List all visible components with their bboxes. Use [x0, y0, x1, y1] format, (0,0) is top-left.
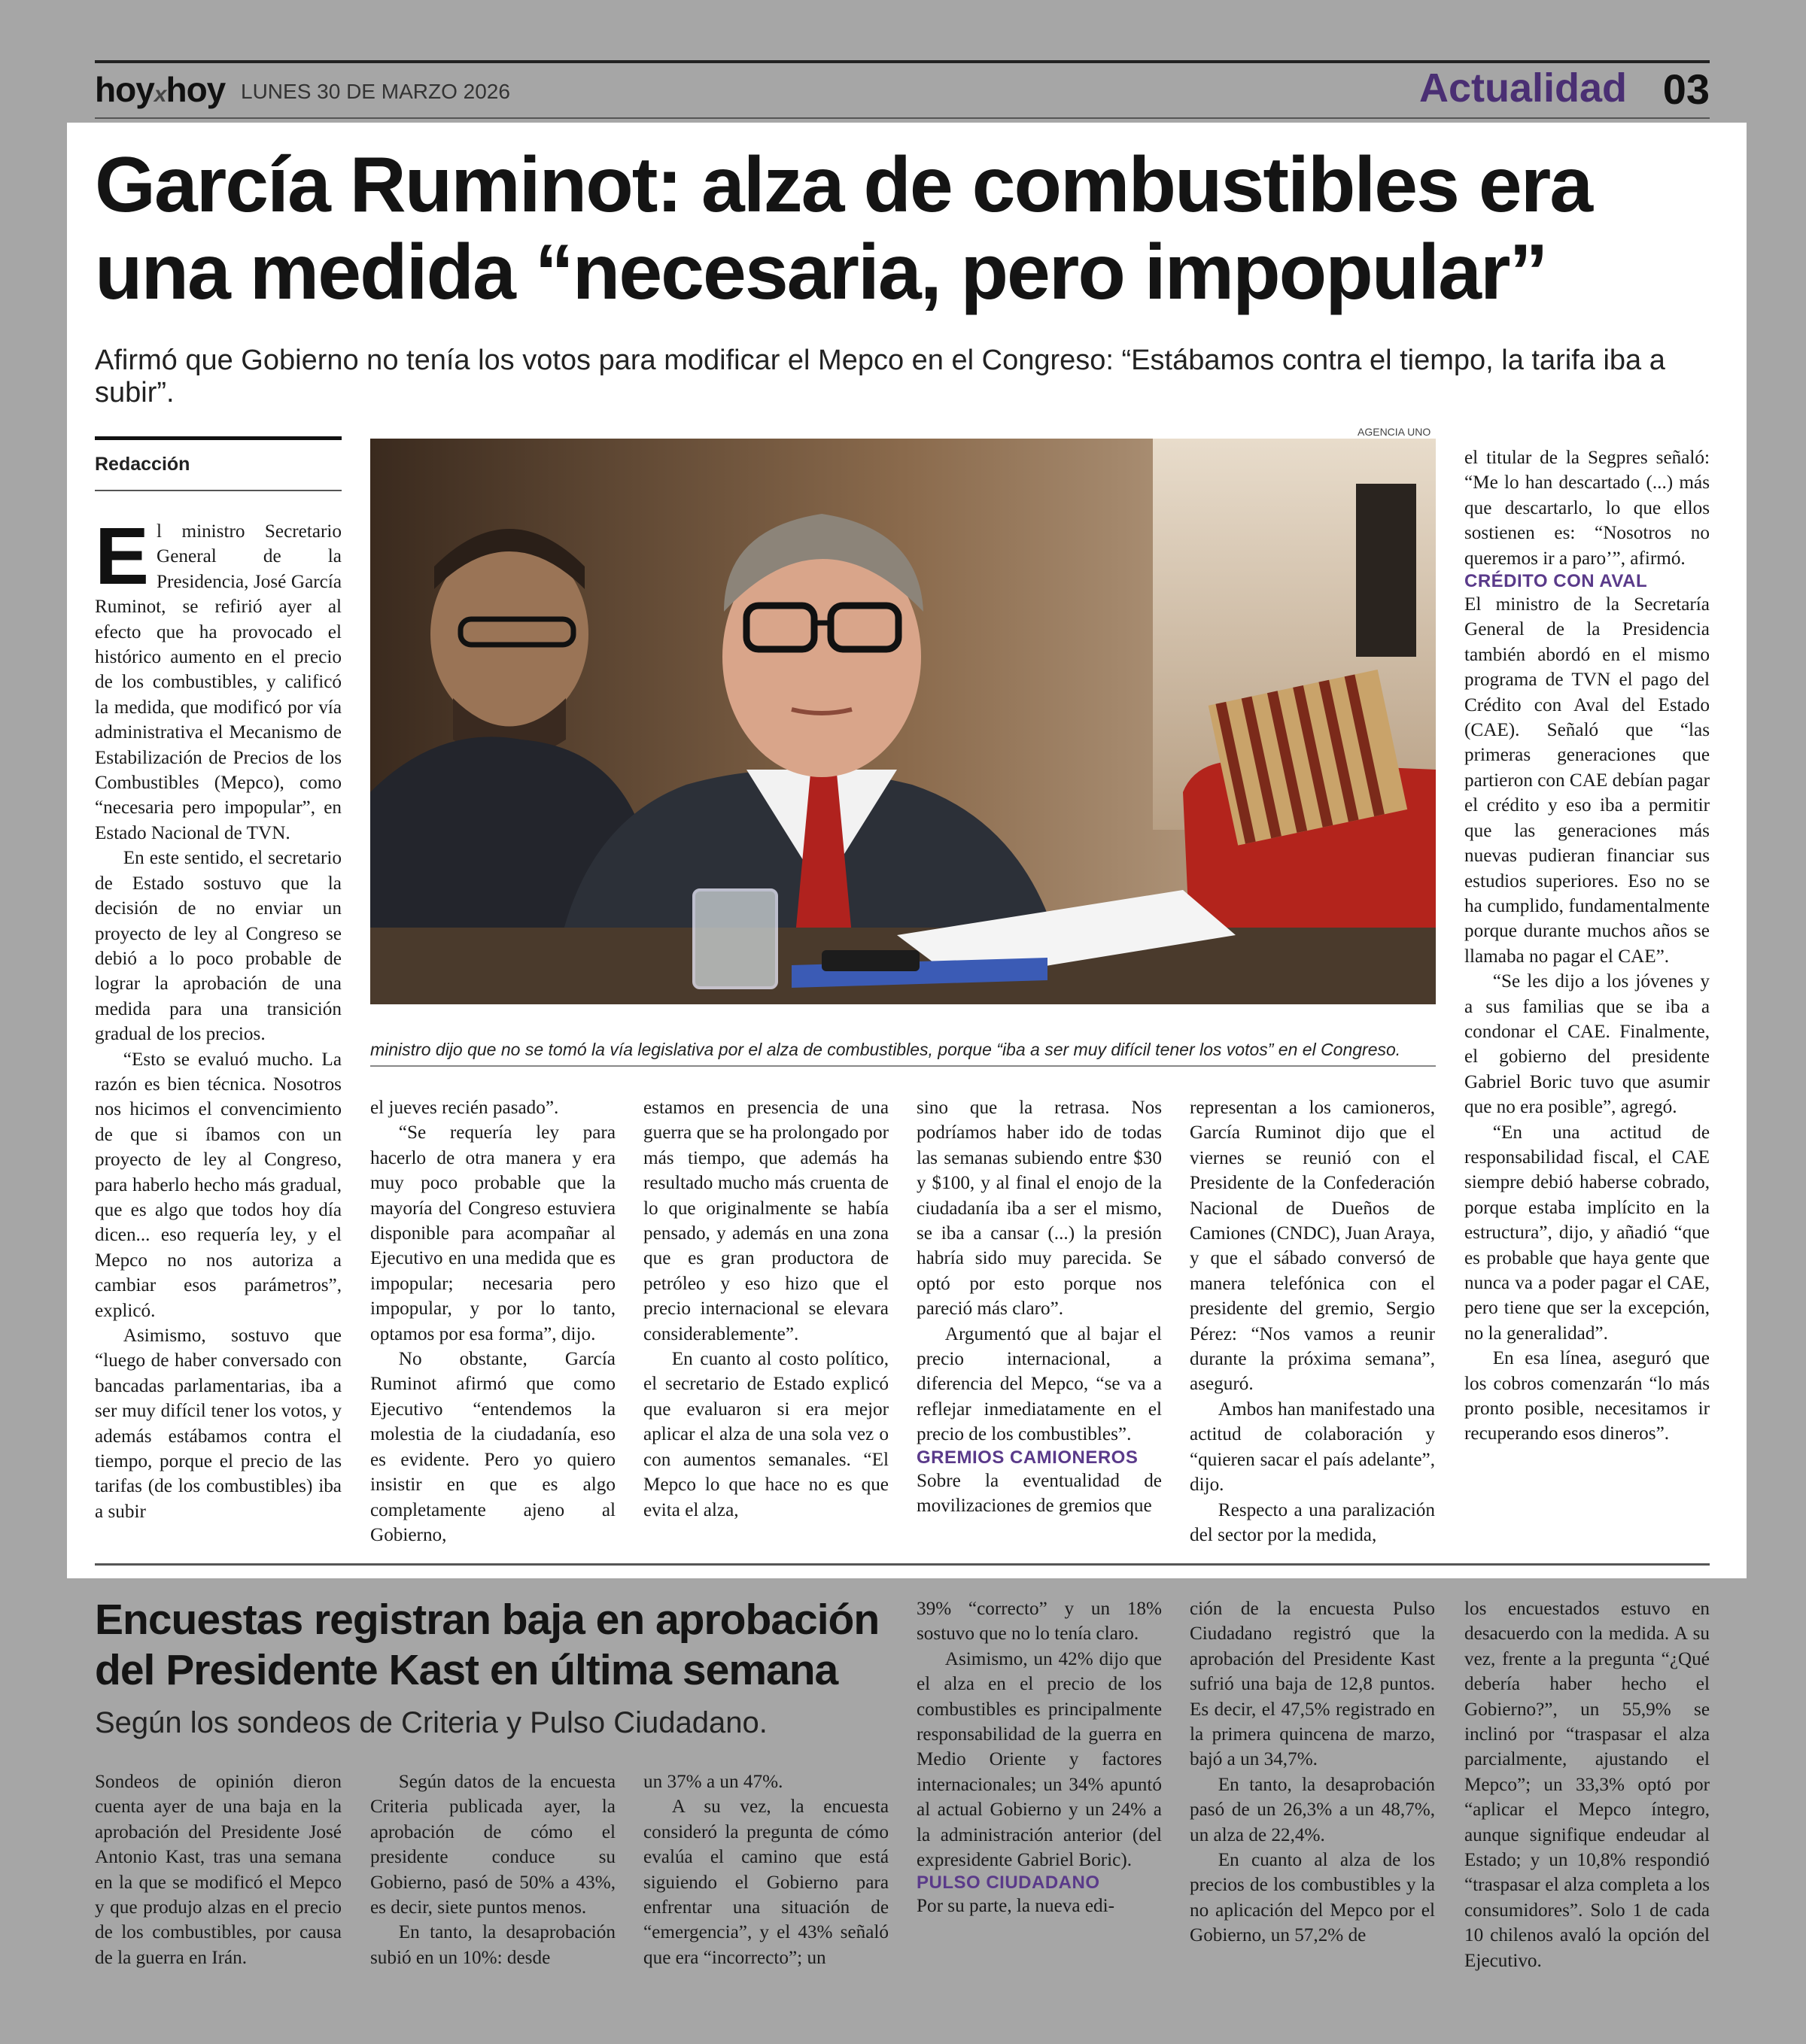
paragraph: “En una actitud de responsabilidad fiscal, el CAE siempre debió haberse cobrado, porque estaba implícito en la estructura”, dijo, y añadió “que es probable que haya gente que nunca va a poder pagar el CAE, pero tiene que ser la excepción, no la generalidad”. [1464, 1122, 1710, 1344]
paragraph: Ambos han manifestado una actitud de colaboración y “quieren sacar el país adelante”, dijo. [1190, 1399, 1435, 1496]
paragraph: los encuestados estuvo en desacuerdo con la medida. A su vez, frente a la pregunta “¿Qué debería haber hecho el Gobierno?”, un 55,9% se inclinó por “traspasar el alza parcialmente, ajustando el Mepco”; un 33,3% optó por “aplicar el Mepco íntegro, aunque signifique endeudar al Estado; y un 10,8% respondió “traspasar el alza completa a los consumidores”. Solo 1 de cada 10 chilenos avaló la opción del Ejecutivo. [1464, 1599, 1710, 1971]
photo-credit: AGENCIA UNO [1358, 426, 1431, 438]
secondary-column-3 [643, 1769, 889, 1970]
byline-box [95, 436, 342, 491]
caption-rule [370, 1065, 1436, 1067]
paragraph: “Se requería ley para hacerlo de otra manera y era muy poco probable que la mayoría del Congreso estuviera disponible para acompañar al Ejecutivo en una medida que es impopular; necesaria pero impopular, y por lo tanto, optamos por esa forma”, dijo. [370, 1122, 616, 1344]
article-column-2 [370, 1095, 616, 1547]
photo-caption: ministro dijo que no se tomó la vía legislativa por el alza de combustibles, porque “iba a ser muy difícil tener los votos” en el Congreso. [370, 1040, 1401, 1059]
byline: Redacción [95, 454, 190, 475]
secondary-column-5 [1190, 1596, 1435, 1948]
paragraph: ción de la encuesta Pulso Ciudadano registró que la aprobación del Presidente Kast sufrió una baja de 12,8 puntos. Es decir, el 47,5% registrado en la primera quincena de marzo, bajó a un 34,7%. [1190, 1599, 1435, 1770]
page-number: 03 [1662, 65, 1710, 113]
article-deck: Afirmó que Gobierno no tenía los votos para modificar el Mepco en el Congreso: “Estábamos contra el tiempo, la tarifa iba a subir”. [95, 345, 1665, 408]
paragraph: Argumentó que al bajar el precio internacional, a diferencia del Mepco, “se va a reflejar inmediatamente en el precio de los combustibles”. [917, 1323, 1162, 1445]
article-column-right [1464, 445, 1710, 1447]
article-column-3 [643, 1095, 889, 1523]
paragraph: El ministro de la Secretaría General de la Presidencia también abordó en el mismo programa de TVN el pago del Crédito con Aval del Estado (CAE). Señaló que “las primeras generaciones que partieron con CAE debían pagar el crédito y eso iba a permitir que las generaciones más nuevas pudieran financiar sus estudios superiores. Eso no se ha cumplido, fundamentalmente porque durante muchos años se llamaba no pagar el CAE”. [1464, 594, 1710, 967]
paragraph: No obstante, García Ruminot afirmó que como Ejecutivo “entendemos la molestia de la ciudadanía, eso es evidente. Pero yo quiero insistir en que es algo completamente ajeno al Gobierno, [370, 1349, 616, 1545]
article-column-5 [1190, 1095, 1435, 1547]
paragraph: Respecto a una paralización del sector por la medida, [1190, 1499, 1435, 1545]
paragraph: representan a los camioneros, García Ruminot dijo que el viernes se reunió con el Presidente de la Confederación Nacional de Dueños de Camiones (CNDC), Juan Araya, y que el sábado conversó de manera telefónica con el presidente del gremio, Sergio Pérez: “Nos vamos a reunir durante la próxima semana”, aseguró. [1190, 1098, 1435, 1395]
subheading-gremios: GREMIOS CAMIONEROS [917, 1447, 1139, 1468]
newspaper-logo: hoyxhoy [95, 70, 226, 109]
paragraph: En esa línea, aseguró que los cobros comenzarán “lo más pronto posible, necesitamos ir recuperando esos dineros”. [1464, 1348, 1710, 1444]
paragraph: “Se les dijo a los jóvenes y a sus familias que se iba a condonar el CAE. Finalmente, el gobierno del presidente Gabriel Boric tuvo que asumir que no era posible”, agregó. [1464, 971, 1710, 1118]
secondary-column-6 [1464, 1596, 1710, 1973]
secondary-column-4 [917, 1596, 1162, 1919]
paragraph: 39% “correcto” y un 18% sostuvo que no lo tenía claro. [917, 1599, 1162, 1645]
paragraph: Según datos de la encuesta Criteria publicada ayer, la aprobación de cómo el presidente conduce su Gobierno, pasó de 50% a 43%, es decir, siete puntos menos. [370, 1772, 616, 1918]
article-photo [370, 439, 1436, 1004]
paragraph: En tanto, la desaprobación subió en un 10%: desde [370, 1922, 616, 1968]
subheading-credito: CRÉDITO CON AVAL [1464, 571, 1648, 592]
paragraph: estamos en presencia de una guerra que se ha prolongado por más tiempo, que además ha resultado mucho más cruenta de lo que originalmente se había pensado, y además en una zona que es gran productora de petróleo y eso hizo que el precio internacional se elevara considerablemente”. [643, 1098, 889, 1344]
paragraph: el titular de la Segpres señaló: “Me lo han descartado (...) más que descartarlo, lo que ellos sostienen es: “Nosotros no queremos ir a paro’”, afirmó. [1464, 448, 1710, 569]
paragraph: Sondeos de opinión dieron cuenta ayer de una baja en la aprobación del Presidente José Antonio Kast, tras una semana en la que se modificó el Mepco y que produjo alzas en el precio de los combustibles, por causa de la guerra en Irán. [95, 1772, 342, 1968]
paragraph: Asimismo, sostuvo que “luego de haber conversado con bancadas parlamentarias, iba a ser muy difícil tener los votos, y además estábamos contra el tiempo, porque el precio de las tarifas (de los combustibles) iba a subir [95, 1326, 342, 1522]
secondary-deck: Según los sondeos de Criteria y Pulso Ciudadano. [95, 1706, 768, 1739]
article-headline: García Ruminot: alza de combustibles era una medida “necesaria, pero impopular” [95, 141, 1592, 316]
paragraph: un 37% a un 47%. [643, 1772, 783, 1792]
paragraph: Por su parte, la nueva edi- [917, 1896, 1114, 1917]
issue-date: LUNES 30 DE MARZO 2026 [241, 80, 510, 103]
subheading-pulso: PULSO CIUDADANO [917, 1872, 1100, 1894]
article-divider [95, 1563, 1710, 1566]
paragraph: Asimismo, un 42% dijo que el alza en el precio de los combustibles es principalmente responsabilidad de la guerra en Medio Oriente y factores internacionales; un 34% apuntó al actual Gobierno y un 24% a la administración anterior (del expresidente Gabriel Boric). [917, 1648, 1162, 1871]
paragraph: Sobre la eventualidad de movilizaciones de gremios que [917, 1470, 1162, 1517]
paragraph: En este sentido, el secretario de Estado sostuvo que la decisión de no enviar un proyecto de ley al Congreso se debió a lo poco probable de lograr la aprobación de una medida para una transición gradual de los precios. [95, 848, 342, 1045]
article-column-1 [95, 510, 342, 1524]
paragraph: En cuanto al costo político, el secretario de Estado explicó que evaluaron si era mejor aplicar el alza de una sola vez o con aumentos semanales. “El Mepco lo que hace no es que evita el alza, [643, 1349, 889, 1520]
paragraph: l ministro Secretario General de la Presidencia, José García Ruminot, se refirió ayer al efecto que ha provocado el histórico aumento en el precio de los combustibles, y calificó la medida, que modificó por vía administrativa el Mecanismo de Estabilización de Precios de los Combustibles (Mepco), como “necesaria pero impopular”, en Estado Nacional de TVN. [95, 521, 342, 843]
paragraph: A su vez, la encuesta consideró la pregunta de cómo evalúa el camino que está siguiendo el Gobierno para enfrentar una situación de “emergencia”, y el 43% señaló que era “incorrecto”; un [643, 1796, 889, 1968]
paragraph: “Esto se evaluó mucho. La razón es bien técnica. Nosotros nos hicimos el convencimiento de que si íbamos con un proyecto de ley al Congreso, para haberlo hecho más gradual, que es algo que todos hoy día dicen... eso requería ley, y el Mepco no nos autoriza a cambiar esos parámetros”, explicó. [95, 1049, 342, 1321]
paragraph: En tanto, la desaprobación pasó de un 26,3% a un 48,7%, un alza de 22,4%. [1190, 1774, 1435, 1845]
secondary-column-1 [95, 1769, 342, 1970]
drop-cap: E [95, 510, 150, 601]
article-column-4 [917, 1095, 1162, 1519]
paragraph: En cuanto al alza de los precios de los combustibles y la no aplicación del Mepco por el Gobierno, un 57,2% de [1190, 1850, 1435, 1946]
paragraph: sino que la retrasa. Nos podríamos haber ido de todas las semanas subiendo entre $30 y $100, y al final el enojo de la ciudadanía iba a ser el mismo, se iba a cansar (...) la presión habría sido muy parecida. Se optó por esto porque nos pareció más claro”. [917, 1098, 1162, 1320]
paragraph: el jueves recién pasado”. [370, 1098, 559, 1118]
section-name: Actualidad [1418, 65, 1627, 111]
secondary-column-2 [370, 1769, 616, 1970]
secondary-headline: Encuestas registran baja en aprobación del Presidente Kast en última semana [95, 1596, 880, 1694]
masthead [95, 60, 1710, 119]
